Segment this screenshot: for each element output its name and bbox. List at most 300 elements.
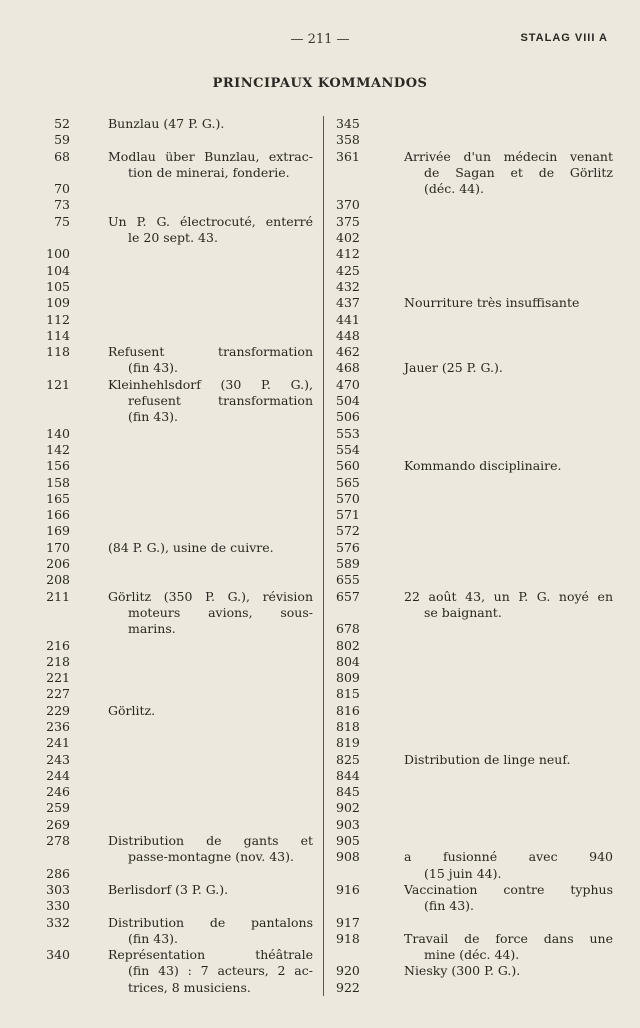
kommando-entry [30, 116, 313, 132]
kommando-entry [328, 442, 613, 458]
kommando-number: 236 [46, 718, 70, 734]
kommando-number: 70 [54, 181, 70, 197]
note-line: Un P. G. électrocuté, enterré [108, 213, 313, 229]
kommando-note [70, 344, 313, 377]
kommando-note [70, 556, 313, 572]
kommando-entry [30, 312, 313, 328]
kommando-number: 330 [46, 898, 70, 914]
note-line: Bunzlau (47 P. G.). [108, 116, 225, 131]
kommando-entry [328, 132, 613, 148]
kommando-note [370, 703, 613, 719]
kommando-number: 655 [336, 572, 360, 588]
kommando-entry [30, 882, 313, 898]
kommando-entry [30, 246, 313, 262]
kommando-entry [30, 866, 313, 882]
kommando-note [370, 279, 613, 295]
kommando-number: 462 [336, 344, 360, 360]
kommando-entry [328, 507, 613, 523]
kommando-number: 845 [336, 784, 360, 800]
kommando-number: 678 [336, 621, 360, 637]
kommando-entry [328, 931, 613, 964]
kommando-entry [30, 768, 313, 784]
kommando-note [70, 768, 313, 784]
kommando-number: 802 [336, 637, 360, 653]
kommando-note [70, 833, 313, 866]
note-line: se baignant. [424, 604, 502, 620]
kommando-number: 73 [54, 197, 70, 213]
kommando-entry [328, 784, 613, 800]
kommando-number: 804 [336, 653, 360, 669]
kommando-number: 156 [46, 458, 70, 474]
kommando-note [70, 572, 313, 588]
kommando-number: 227 [46, 686, 70, 702]
kommando-number: 560 [336, 458, 360, 474]
kommando-note [370, 507, 613, 523]
kommando-entry [30, 572, 313, 588]
kommando-number: 100 [46, 246, 70, 262]
note-line: Vaccination contre typhus [404, 881, 613, 897]
kommando-number: 121 [46, 376, 70, 392]
kommando-entry [30, 556, 313, 572]
kommando-note [370, 295, 613, 311]
kommando-entry [328, 149, 613, 198]
kommando-note [370, 344, 613, 360]
kommando-note [370, 312, 613, 328]
kommando-note [70, 181, 313, 197]
kommando-number: 370 [336, 197, 360, 213]
kommando-entry [328, 817, 613, 833]
kommando-note [370, 556, 613, 572]
note-line: Arrivée d'un médecin venant [404, 148, 613, 164]
left-column [30, 116, 313, 996]
kommando-entry [328, 735, 613, 751]
kommando-number: 112 [46, 311, 70, 327]
note-line: Kleinhehlsdorf (30 P. G.), [108, 376, 313, 392]
kommando-number: 216 [46, 637, 70, 653]
kommando-entry [30, 654, 313, 670]
note-line: Refusent transformation [108, 344, 313, 360]
kommando-number: 917 [336, 914, 360, 930]
kommando-number: 565 [336, 474, 360, 490]
kommando-entry [328, 752, 613, 768]
kommando-note [70, 915, 313, 948]
kommando-number: 229 [46, 702, 70, 718]
kommando-note [70, 149, 313, 182]
kommando-entry [328, 312, 613, 328]
kommando-number: 118 [46, 344, 70, 360]
note-line: trices, 8 musiciens. [128, 979, 251, 995]
kommando-entry [328, 279, 613, 295]
kommando-entry [328, 116, 613, 132]
kommando-number: 52 [54, 116, 70, 131]
kommando-number: 468 [336, 360, 360, 376]
kommando-entry [328, 328, 613, 344]
note-line: Modlau über Bunzlau, extrac- [108, 148, 313, 164]
kommando-entry [328, 963, 613, 979]
kommando-entry [30, 442, 313, 458]
kommando-number: 105 [46, 278, 70, 294]
kommando-note [370, 849, 613, 882]
kommando-number: 908 [336, 849, 360, 865]
kommando-note [370, 833, 613, 849]
kommando-note [70, 719, 313, 735]
kommando-number: 166 [46, 507, 70, 523]
kommando-entry [30, 295, 313, 311]
kommando-number: 918 [336, 930, 360, 946]
kommando-entry [30, 898, 313, 914]
note-line: Niesky (300 P. G.). [404, 963, 521, 979]
kommando-entry [30, 638, 313, 654]
kommando-note [370, 360, 613, 376]
kommando-note [370, 442, 613, 458]
kommando-note [70, 523, 313, 539]
kommando-number: 246 [46, 784, 70, 800]
kommando-number: 922 [336, 979, 360, 995]
note-line: Travail de force dans une [404, 930, 613, 946]
kommando-number: 576 [336, 539, 360, 555]
note-line: (15 juin 44). [424, 865, 502, 881]
kommando-note [70, 426, 313, 442]
kommando-note [70, 947, 313, 996]
kommando-number: 920 [336, 963, 360, 979]
kommando-entry [30, 947, 313, 996]
kommando-note [70, 442, 313, 458]
kommando-entry [328, 833, 613, 849]
kommando-entry [328, 800, 613, 816]
kommando-number: 243 [46, 751, 70, 767]
kommando-note [70, 898, 313, 914]
kommando-note [370, 735, 613, 751]
kommando-number: 819 [336, 735, 360, 751]
note-line: Görlitz. [108, 702, 156, 718]
kommando-number: 844 [336, 767, 360, 783]
kommando-note [370, 654, 613, 670]
kommando-entry [30, 279, 313, 295]
kommando-number: 221 [46, 670, 70, 686]
kommando-number: 375 [336, 213, 360, 229]
kommando-number: 303 [46, 881, 70, 897]
kommando-note [370, 589, 613, 622]
kommando-note [70, 263, 313, 279]
kommando-note [70, 116, 313, 132]
kommando-number: 104 [46, 262, 70, 278]
kommando-note [70, 312, 313, 328]
kommando-entry [328, 263, 613, 279]
kommando-number: 437 [336, 295, 360, 311]
kommando-entry [328, 719, 613, 735]
kommando-note [70, 784, 313, 800]
kommando-note [370, 752, 613, 768]
kommando-note [70, 295, 313, 311]
note-line: Distribution de pantalons [108, 914, 313, 930]
kommando-note [70, 752, 313, 768]
kommando-entry [328, 556, 613, 572]
kommando-note [70, 377, 313, 426]
kommando-number: 259 [46, 800, 70, 816]
kommando-note [70, 491, 313, 507]
kommando-entry [30, 263, 313, 279]
kommando-number: 286 [46, 865, 70, 881]
note-line: Jauer (25 P. G.). [404, 360, 503, 376]
kommando-entry [30, 833, 313, 866]
note-line: mine (déc. 44). [424, 947, 520, 963]
kommando-number: 59 [54, 132, 70, 148]
note-line: le 20 sept. 43. [128, 230, 218, 246]
note-line: a fusionné avec 940 [404, 849, 613, 865]
kommando-note [370, 328, 613, 344]
kommando-number: 340 [46, 947, 70, 963]
note-line: tion de minerai, fonderie. [128, 164, 290, 180]
kommando-number: 218 [46, 653, 70, 669]
note-line: Berlisdorf (3 P. G.). [108, 881, 229, 897]
note-line: passe-montagne (nov. 43). [128, 849, 294, 865]
kommando-note [370, 784, 613, 800]
note-line: de Sagan et de Görlitz [424, 164, 613, 180]
kommando-entry [328, 295, 613, 311]
kommando-entry [328, 214, 613, 230]
kommando-number: 211 [46, 588, 70, 604]
kommando-entry [30, 197, 313, 213]
kommando-entry [328, 686, 613, 702]
kommando-note [70, 670, 313, 686]
note-line: Kommando disciplinaire. [404, 458, 562, 474]
kommando-number: 916 [336, 881, 360, 897]
note-line: Représentation théâtrale [108, 947, 313, 963]
kommando-number: 504 [336, 393, 360, 409]
kommando-number: 809 [336, 670, 360, 686]
kommando-number: 206 [46, 556, 70, 572]
kommando-number: 241 [46, 735, 70, 751]
note-line: moteurs avions, sous- [128, 604, 313, 620]
kommando-note [70, 279, 313, 295]
kommando-note [370, 426, 613, 442]
kommando-note [70, 654, 313, 670]
kommando-entry [30, 817, 313, 833]
kommando-number: 114 [46, 327, 70, 343]
kommando-number: 165 [46, 490, 70, 506]
kommando-number: 571 [336, 507, 360, 523]
kommando-entry [328, 980, 613, 996]
kommando-entry [30, 426, 313, 442]
kommando-note [370, 214, 613, 230]
kommando-number: 425 [336, 262, 360, 278]
kommando-note [370, 817, 613, 833]
kommando-entry [328, 475, 613, 491]
kommando-note [370, 523, 613, 539]
kommando-note [70, 703, 313, 719]
kommando-note [370, 540, 613, 556]
kommando-note [70, 866, 313, 882]
kommando-entry [328, 882, 613, 915]
kommando-entry [328, 360, 613, 376]
kommando-entry [328, 458, 613, 474]
note-line: Görlitz (350 P. G.), révision [108, 588, 313, 604]
note-line: (fin 43). [128, 409, 178, 425]
kommando-note [370, 670, 613, 686]
kommando-entry [30, 784, 313, 800]
kommando-note [370, 393, 613, 409]
kommando-number: 170 [46, 539, 70, 555]
kommando-number: 278 [46, 833, 70, 849]
kommando-number: 572 [336, 523, 360, 539]
kommando-number: 358 [336, 132, 360, 148]
kommando-number: 208 [46, 572, 70, 588]
kommando-number: 905 [336, 833, 360, 849]
running-head: STALAG VIII A [520, 32, 608, 44]
kommando-note [370, 132, 613, 148]
kommando-entry [30, 915, 313, 948]
kommando-entry [328, 246, 613, 262]
kommando-note [370, 230, 613, 246]
kommando-note [370, 963, 613, 979]
note-line: marins. [128, 621, 176, 637]
kommando-note [70, 686, 313, 702]
note-line: (fin 43). [424, 898, 474, 914]
kommando-entry [328, 230, 613, 246]
kommando-entry [30, 507, 313, 523]
note-line: (déc. 44). [424, 181, 484, 197]
kommando-note [370, 491, 613, 507]
kommando-number: 448 [336, 327, 360, 343]
kommando-note [70, 589, 313, 638]
kommando-note [370, 719, 613, 735]
kommando-entry [30, 475, 313, 491]
kommando-note [70, 507, 313, 523]
kommando-entry [30, 719, 313, 735]
kommando-number: 818 [336, 718, 360, 734]
kommando-note [370, 149, 613, 198]
kommando-number: 68 [54, 148, 70, 164]
kommando-note [70, 817, 313, 833]
page-title: PRINCIPAUX KOMMANDOS [212, 76, 428, 91]
note-line: (fin 43) : 7 acteurs, 2 ac- [128, 963, 313, 979]
kommando-note [70, 882, 313, 898]
kommando-entry [30, 132, 313, 148]
kommando-entry [328, 589, 613, 622]
kommando-entry [30, 491, 313, 507]
kommando-note [370, 572, 613, 588]
kommando-entry [328, 638, 613, 654]
kommando-entry [30, 328, 313, 344]
kommando-entry [328, 197, 613, 213]
kommando-note [370, 377, 613, 393]
kommando-number: 332 [46, 914, 70, 930]
kommando-entry [328, 768, 613, 784]
kommando-number: 158 [46, 474, 70, 490]
kommando-note [370, 197, 613, 213]
kommando-number: 441 [336, 311, 360, 327]
kommando-number: 657 [336, 588, 360, 604]
kommando-entry [328, 703, 613, 719]
kommando-note [370, 116, 613, 132]
kommando-number: 506 [336, 409, 360, 425]
kommando-entry [30, 214, 313, 247]
kommando-entry [30, 523, 313, 539]
kommando-note [370, 931, 613, 964]
kommando-number: 570 [336, 490, 360, 506]
kommando-note [370, 800, 613, 816]
kommando-number: 140 [46, 425, 70, 441]
kommando-note [370, 882, 613, 915]
kommando-note [70, 540, 313, 556]
kommando-number: 903 [336, 816, 360, 832]
kommando-number: 825 [336, 751, 360, 767]
kommando-note [370, 638, 613, 654]
note-line: (84 P. G.), usine de cuivre. [108, 539, 274, 555]
kommando-note [370, 686, 613, 702]
kommando-number: 432 [336, 278, 360, 294]
kommando-number: 554 [336, 441, 360, 457]
kommando-note [70, 328, 313, 344]
kommando-note [70, 735, 313, 751]
kommando-note [370, 458, 613, 474]
kommando-entry [328, 523, 613, 539]
kommando-entry [328, 491, 613, 507]
kommando-note [70, 197, 313, 213]
kommando-entry [328, 849, 613, 882]
kommando-entry [30, 377, 313, 426]
kommando-note [370, 768, 613, 784]
note-line: (fin 43). [128, 360, 178, 376]
kommando-note [70, 132, 313, 148]
kommando-note [70, 800, 313, 816]
kommando-note [370, 246, 613, 262]
kommando-number: 553 [336, 425, 360, 441]
kommando-entry [30, 344, 313, 377]
kommando-entry [328, 344, 613, 360]
kommando-number: 109 [46, 295, 70, 311]
kommando-note [70, 246, 313, 262]
note-line: Distribution de linge neuf. [404, 751, 571, 767]
kommando-entry [328, 393, 613, 409]
kommando-note [70, 214, 313, 247]
kommando-entry [328, 654, 613, 670]
kommando-number: 169 [46, 523, 70, 539]
kommando-number: 244 [46, 767, 70, 783]
kommando-note [70, 475, 313, 491]
kommando-note [370, 409, 613, 425]
kommando-entry [30, 752, 313, 768]
kommando-entry [328, 426, 613, 442]
kommando-number: 75 [54, 213, 70, 229]
page-number: — 211 — [290, 32, 350, 47]
kommando-entry [30, 181, 313, 197]
kommando-note [370, 980, 613, 996]
kommando-entry [328, 540, 613, 556]
kommando-note [370, 621, 613, 637]
kommando-note [370, 263, 613, 279]
kommando-entry [30, 670, 313, 686]
kommando-number: 589 [336, 556, 360, 572]
kommando-number: 361 [336, 148, 360, 164]
kommando-entry [328, 572, 613, 588]
kommando-entry [30, 149, 313, 182]
kommando-entry [328, 621, 613, 637]
kommando-entry [328, 409, 613, 425]
right-column [328, 116, 613, 996]
column-divider [323, 116, 324, 996]
kommando-note [370, 915, 613, 931]
kommando-number: 345 [336, 116, 360, 131]
kommando-number: 269 [46, 816, 70, 832]
kommando-note [70, 638, 313, 654]
kommando-number: 902 [336, 800, 360, 816]
kommando-entry [30, 800, 313, 816]
kommando-entry [30, 703, 313, 719]
kommando-number: 816 [336, 702, 360, 718]
note-line: 22 août 43, un P. G. noyé en [404, 588, 613, 604]
kommando-number: 470 [336, 376, 360, 392]
